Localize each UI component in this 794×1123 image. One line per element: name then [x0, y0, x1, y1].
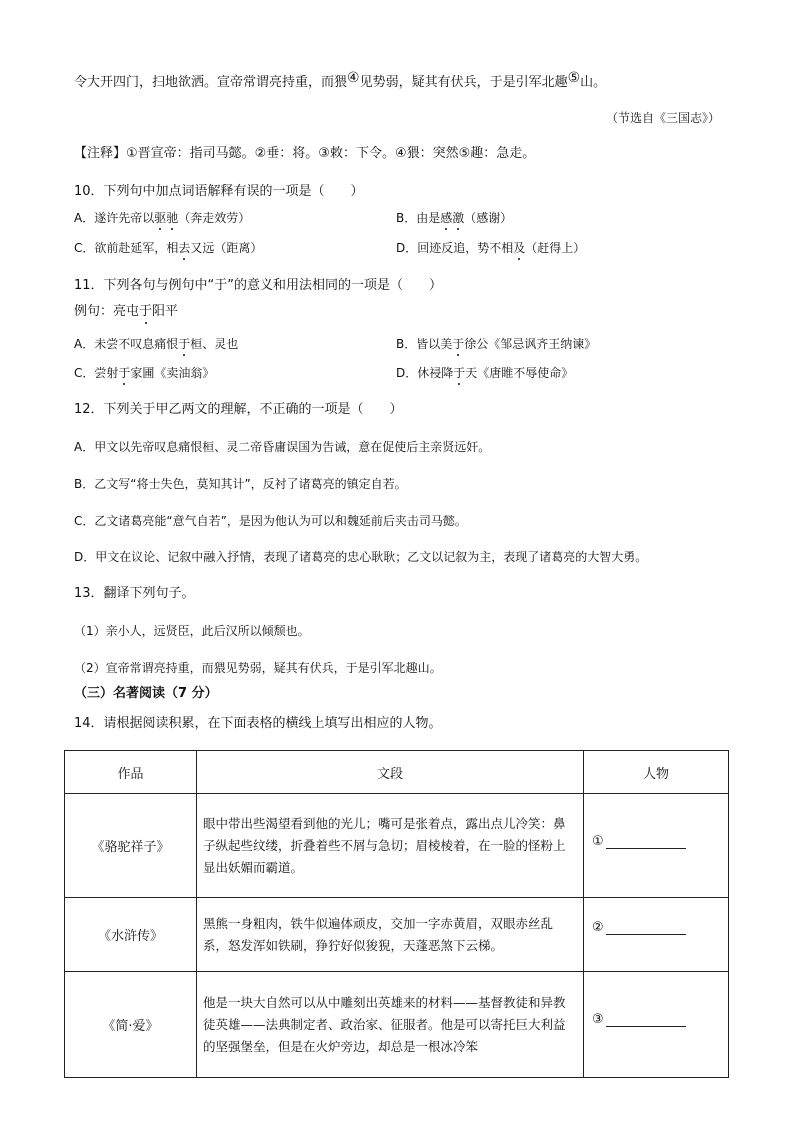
q12-stem: 12．下列关于甲乙两文的理解，不正确的一项是（ ）	[74, 402, 403, 417]
q13-sentence-2: （2）宣帝常谓亮持重，而猥见势弱，疑其有伏兵，于是引军北趣山。	[74, 661, 442, 675]
work-title: 《骆驼祥子》	[65, 794, 197, 898]
q12-option-b: B．乙文写“将士失色，莫知其计”，反衬了诸葛亮的镇定自若。	[74, 477, 407, 491]
source-citation: （节选自《三国志》）	[605, 111, 720, 125]
header-work: 作品	[65, 751, 197, 794]
note-marker-4: ④	[347, 70, 360, 86]
q11-option-b: B．皆以美于徐公《邹忌讽齐王纳谏》	[396, 337, 597, 351]
note-marker-5: ⑤	[567, 70, 581, 86]
q13-stem: 13．翻译下列句子。	[74, 586, 195, 601]
work-title: 《简·爱》	[65, 972, 197, 1078]
annotation-notes: 【注释】①晋宣帝：指司马懿。②垂：将。③敕：下令。④猥：突然⑤趣：急走。	[74, 146, 536, 161]
answer-blank-1[interactable]	[606, 834, 686, 849]
q12-option-d: D．甲文在议论、记叙中融入抒情，表现了诸葛亮的忠心耿耿；乙文以记叙为主，表现了诸葛亮的大智大勇。	[74, 550, 648, 564]
work-title: 《水浒传》	[65, 898, 197, 972]
answer-marker: ①	[592, 834, 604, 849]
passage-text: 他是一块大自然可以从中雕刻出英雄来的材料——基督教徒和异教徒英雄——法典制定者、政治家、征服者。他是可以寄托巨大利益的坚强堡垒，但是在火炉旁边，却总是一根冰冷笨	[197, 972, 584, 1078]
passage-text: 眼中带出些渴望看到他的光儿；嘴可是张着点，露出点儿冷笑：鼻子纵起些纹缕，折叠着些不屑与急切；眉棱棱着，在一脸的怪粉上显出妖媚而霸道。	[197, 794, 584, 898]
answer-marker: ②	[592, 920, 604, 935]
q11-example: 例句：亮屯于阳平	[74, 304, 179, 319]
q10-option-d: D．回迹反追，势不相及（赶得上）	[396, 241, 586, 255]
q14-stem: 14．请根据阅读积累，在下面表格的横线上填写出相应的人物。	[74, 716, 442, 731]
q13-sentence-1: （1）亲小人，远贤臣，此后汉所以倾颓也。	[74, 624, 310, 638]
q11-option-c: C．尝射于家圃《卖油翁》	[74, 366, 215, 380]
passage-text: 黑熊一身粗肉，铁牛似遍体顽皮，交加一字赤黄眉，双眼赤丝乱系，怒发浑如铁刷，狰狞好似狻猊，天蓬恶煞下云梯。	[197, 898, 584, 972]
table-row	[65, 972, 729, 1078]
person-answer-cell	[584, 898, 729, 972]
character-table	[64, 750, 729, 1078]
q12-option-c: C．乙文诸葛亮能“意气自若”，是因为他认为可以和魏延前后夹击司马懿。	[74, 514, 467, 528]
q11-option-a: A．未尝不叹息痛恨于桓、灵也	[74, 337, 239, 351]
answer-blank-2[interactable]	[606, 920, 686, 935]
q12-option-a: A．甲文以先帝叹息痛恨桓、灵二帝昏庸误国为告诫，意在促使后主亲贤远奸。	[74, 440, 491, 454]
q10-option-b: B．由是感激（感谢）	[396, 211, 513, 225]
answer-marker: ③	[592, 1012, 604, 1027]
q10-option-c: C．欲前赴延军，相去又远（距离）	[74, 241, 263, 255]
q10-stem: 10．下列句中加点词语解释有误的一项是（ ）	[74, 184, 364, 199]
table-row	[65, 898, 729, 972]
table-header-row	[65, 751, 729, 794]
q11-option-d: D．休祲降于天《唐睢不辱使命》	[396, 366, 574, 380]
section-heading: （三）名著阅读（7 分）	[74, 686, 218, 701]
person-answer-cell	[584, 794, 729, 898]
passage-end: 令大开四门，扫地欲洒。宣帝常谓亮持重，而猥④见势弱，疑其有伏兵，于是引军北趣⑤山。	[74, 70, 607, 90]
answer-blank-3[interactable]	[606, 1012, 686, 1027]
header-person: 人物	[584, 751, 729, 794]
header-passage: 文段	[197, 751, 584, 794]
person-answer-cell	[584, 972, 729, 1078]
q11-stem: 11．下列各句与例句中“于”的意义和用法相同的一项是（ ）	[74, 278, 443, 293]
q10-option-a: A．遂许先帝以驱驰（奔走效劳）	[74, 211, 251, 225]
table-row	[65, 794, 729, 898]
